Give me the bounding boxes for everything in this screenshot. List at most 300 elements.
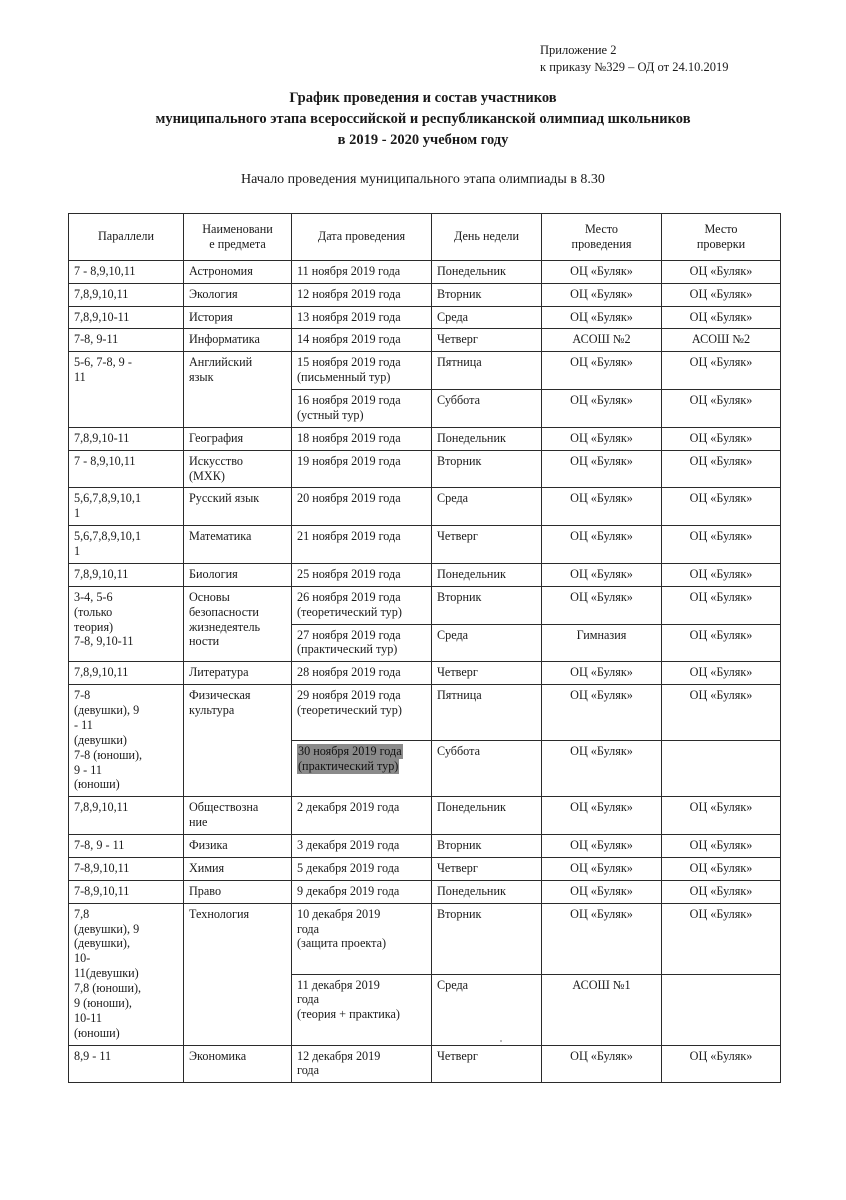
cell-text-line: Химия xyxy=(189,860,225,875)
cell-text-line: Литература xyxy=(189,665,249,680)
appendix-line: Приложение 2 xyxy=(540,43,617,57)
cell-text-line: 3 декабря 2019 года xyxy=(297,838,400,852)
cell-parallels xyxy=(69,352,184,428)
cell-text-line: ОЦ «Буляк» xyxy=(570,430,633,445)
cell-text-line: (только xyxy=(74,604,113,619)
cell-text-line: 7,8,9,10,11 xyxy=(74,566,129,581)
cell-text-line: 12 декабря 2019 xyxy=(297,1048,381,1063)
cell-weekday xyxy=(432,260,542,283)
cell-text-line: 10-11 xyxy=(74,1010,102,1025)
cell-text-line: 15 ноября 2019 года xyxy=(297,355,401,370)
cell-checkplace xyxy=(662,797,781,835)
cell-subject xyxy=(184,857,292,880)
cell-text-line: 7,8,9,10,11 xyxy=(74,665,129,680)
cell-text-line: Физическая xyxy=(189,688,251,703)
cell-text-line: ОЦ «Буляк» xyxy=(689,1048,753,1063)
cell-text-line: года xyxy=(297,1063,320,1078)
table-row xyxy=(69,526,781,564)
cell-text-line: (письменный тур) xyxy=(297,370,391,385)
cell-text-line: История xyxy=(189,309,233,324)
cell-text-line: Основы xyxy=(189,589,230,604)
cell-subject xyxy=(184,306,292,329)
cell-text-line: АСОШ №2 xyxy=(691,332,751,347)
table-row xyxy=(69,329,781,352)
cell-text-line: Пятница xyxy=(437,355,482,370)
table-row xyxy=(69,797,781,835)
cell-venue xyxy=(542,352,662,390)
cell-venue xyxy=(542,450,662,488)
cell-venue xyxy=(542,390,662,428)
cell-text-line: ОЦ «Буляк» xyxy=(689,263,753,278)
cell-parallels xyxy=(69,662,184,685)
cell-text-line: 3-4, 5-6 xyxy=(74,589,113,604)
cell-text-line: Понедельник xyxy=(437,430,506,445)
cell-text-line: ОЦ «Буляк» xyxy=(689,393,753,407)
cell-text-line: 16 ноября 2019 года xyxy=(297,393,401,407)
cell-text-line: ОЦ «Буляк» xyxy=(570,589,633,604)
cell-text-line: ние xyxy=(189,815,208,830)
cell-weekday xyxy=(432,880,542,903)
cell-text-line: ОЦ «Буляк» xyxy=(570,529,633,544)
cell-text-line: ОЦ «Буляк» xyxy=(570,263,633,278)
order-reference-line: к приказу №329 – ОД от 24.10.2019 xyxy=(540,59,729,74)
cell-text-line: 25 ноября 2019 года xyxy=(297,566,401,581)
cell-checkplace xyxy=(662,488,781,526)
cell-venue xyxy=(542,662,662,685)
schedule-table xyxy=(68,213,781,1083)
cell-parallels xyxy=(69,427,184,450)
cell-parallels xyxy=(69,488,184,526)
cell-text-line: 7-8, 9-11 xyxy=(74,332,119,347)
column-header-weekday: День недели xyxy=(432,214,542,261)
cell-text-line: 12 ноября 2019 года xyxy=(297,286,401,301)
cell-text-line: ности xyxy=(189,634,220,649)
cell-text-line: ОЦ «Буляк» xyxy=(570,1048,633,1063)
cell-date xyxy=(292,974,432,1045)
cell-text-line: 18 ноября 2019 года xyxy=(297,430,401,445)
cell-venue xyxy=(542,306,662,329)
cell-text-line: ОЦ «Буляк» xyxy=(570,906,633,921)
cell-checkplace xyxy=(662,283,781,306)
cell-checkplace xyxy=(662,260,781,283)
cell-text-line: ОЦ «Буляк» xyxy=(689,453,753,468)
column-header-checkplace: Место проверки xyxy=(662,214,781,261)
cell-text-line: (МХК) xyxy=(189,468,225,483)
cell-text-line: (девушки), 9 xyxy=(74,703,140,717)
cell-text-line: (девушки), xyxy=(74,936,131,951)
cell-venue xyxy=(542,974,662,1045)
cell-date xyxy=(292,427,432,450)
cell-text-line: 8,9 - 11 xyxy=(74,1048,112,1063)
cell-weekday xyxy=(432,329,542,352)
cell-weekday xyxy=(432,903,542,974)
column-header-subject: Наименовани е предмета xyxy=(184,214,292,261)
cell-text-line: 7,8,9,10,11 xyxy=(74,800,129,815)
cell-weekday xyxy=(432,835,542,858)
cell-parallels xyxy=(69,586,184,662)
cell-text-line: года xyxy=(297,992,320,1007)
cell-weekday xyxy=(432,526,542,564)
cell-venue xyxy=(542,857,662,880)
cell-text-line: 7 - 8,9,10,11 xyxy=(74,453,136,468)
cell-text-line: ОЦ «Буляк» xyxy=(570,491,633,506)
cell-subject xyxy=(184,526,292,564)
cell-parallels xyxy=(69,1045,184,1083)
title-line-1: График проведения и состав участников xyxy=(289,90,557,106)
table-row xyxy=(69,450,781,488)
cell-date xyxy=(292,390,432,428)
cell-text-line: Четверг xyxy=(437,665,478,680)
page-artifact-dot xyxy=(500,1040,502,1042)
cell-weekday xyxy=(432,283,542,306)
cell-text-line: ОЦ «Буляк» xyxy=(689,309,753,324)
cell-date xyxy=(292,835,432,858)
cell-date xyxy=(292,526,432,564)
cell-venue xyxy=(542,835,662,858)
cell-venue xyxy=(542,563,662,586)
cell-checkplace xyxy=(662,857,781,880)
cell-checkplace xyxy=(662,903,781,974)
cell-date xyxy=(292,488,432,526)
cell-text-line: Английский xyxy=(189,355,253,370)
cell-text-line: ОЦ «Буляк» xyxy=(570,838,633,852)
cell-text-line: ОЦ «Буляк» xyxy=(689,430,753,445)
cell-text-line: Понедельник xyxy=(437,263,506,278)
cell-date xyxy=(292,903,432,974)
cell-checkplace xyxy=(662,329,781,352)
cell-text-line: (теория + практика) xyxy=(297,1007,400,1022)
cell-weekday xyxy=(432,662,542,685)
cell-date xyxy=(292,306,432,329)
cell-checkplace xyxy=(662,880,781,903)
cell-text-line: ОЦ «Буляк» xyxy=(689,286,753,301)
cell-text-line: Среда xyxy=(437,977,469,992)
cell-subject xyxy=(184,352,292,428)
cell-text-line: 7 - 8,9,10,11 xyxy=(74,263,136,278)
cell-venue xyxy=(542,903,662,974)
cell-text-line: ОЦ «Буляк» xyxy=(689,860,753,875)
cell-text-line: Технология xyxy=(189,906,250,921)
cell-text-line: ОЦ «Буляк» xyxy=(570,800,633,815)
cell-text-line: 7-8, 9,10-11 xyxy=(74,634,134,649)
cell-text-line: Вторник xyxy=(437,589,482,604)
cell-text-line: 7-8,9,10,11 xyxy=(74,883,130,898)
cell-text-line: География xyxy=(189,430,244,445)
cell-text-line: ОЦ «Буляк» xyxy=(570,883,633,898)
cell-weekday xyxy=(432,427,542,450)
cell-text-line: (теоретический тур) xyxy=(297,604,402,619)
cell-weekday xyxy=(432,741,542,797)
cell-weekday xyxy=(432,1045,542,1083)
cell-checkplace xyxy=(662,685,781,741)
cell-weekday xyxy=(432,306,542,329)
cell-date xyxy=(292,857,432,880)
cell-text-line: 20 ноября 2019 года xyxy=(297,491,401,506)
cell-date xyxy=(292,685,432,741)
cell-text-line: 9 (юноши), xyxy=(74,995,132,1010)
cell-text-line: ОЦ «Буляк» xyxy=(570,665,633,680)
cell-text-line: Четверг xyxy=(437,860,478,875)
table-row xyxy=(69,306,781,329)
cell-venue xyxy=(542,1045,662,1083)
cell-text-line: Пятница xyxy=(437,688,482,703)
cell-venue xyxy=(542,586,662,624)
cell-text-line: ОЦ «Буляк» xyxy=(570,393,633,407)
column-header-parallels: Параллели xyxy=(69,214,184,261)
cell-venue xyxy=(542,260,662,283)
cell-parallels xyxy=(69,283,184,306)
cell-text-line: (устный тур) xyxy=(297,407,364,422)
cell-text-line: ОЦ «Буляк» xyxy=(689,355,753,370)
cell-text-line: 9 - 11 xyxy=(74,762,102,777)
cell-checkplace xyxy=(662,306,781,329)
cell-text-line: (теоретический тур) xyxy=(297,703,402,717)
cell-text-line: 27 ноября 2019 года xyxy=(297,627,401,642)
cell-checkplace xyxy=(662,526,781,564)
cell-subject xyxy=(184,662,292,685)
cell-parallels xyxy=(69,835,184,858)
column-header-date: Дата проведения xyxy=(292,214,432,261)
table-row xyxy=(69,903,781,974)
cell-weekday xyxy=(432,390,542,428)
cell-text-line: 19 ноября 2019 года xyxy=(297,453,401,468)
cell-venue xyxy=(542,624,662,662)
cell-text-line: года xyxy=(297,921,320,936)
cell-text-line: (юноши) xyxy=(74,777,120,792)
cell-text-line: Экономика xyxy=(189,1048,247,1063)
cell-date xyxy=(292,880,432,903)
cell-checkplace xyxy=(662,624,781,662)
table-row xyxy=(69,488,781,526)
cell-venue xyxy=(542,526,662,564)
cell-text-line: ОЦ «Буляк» xyxy=(570,355,633,370)
cell-text-line: Вторник xyxy=(437,906,482,921)
cell-subject xyxy=(184,450,292,488)
cell-text-line: 28 ноября 2019 года xyxy=(297,665,401,680)
start-time-note: Начало проведения муниципального этапа олимпиады в 8.30 xyxy=(241,172,605,187)
cell-text-line: 7,8 (юноши), xyxy=(74,981,142,995)
table-row xyxy=(69,835,781,858)
cell-text-line: 10- xyxy=(74,951,91,966)
cell-text-line: (девушки), 9 xyxy=(74,921,140,936)
cell-parallels xyxy=(69,450,184,488)
cell-text-line: 9 декабря 2019 года xyxy=(297,883,400,898)
cell-venue xyxy=(542,797,662,835)
selected-text: 30 ноября 2019 года xyxy=(298,744,402,759)
cell-text-line: культура xyxy=(189,703,235,717)
cell-text-line: язык xyxy=(189,370,214,385)
cell-text-line: жизнедеятель xyxy=(189,619,261,634)
table-row xyxy=(69,260,781,283)
table-header-row xyxy=(69,214,781,261)
cell-text-line: ОЦ «Буляк» xyxy=(689,566,753,581)
cell-checkplace xyxy=(662,450,781,488)
cell-text-line: ОЦ «Буляк» xyxy=(689,491,753,506)
cell-text-line: ОЦ «Буляк» xyxy=(570,453,633,468)
cell-weekday xyxy=(432,857,542,880)
cell-checkplace xyxy=(662,390,781,428)
cell-parallels xyxy=(69,797,184,835)
cell-text-line: Искусство xyxy=(189,453,243,468)
table-row xyxy=(69,857,781,880)
cell-text-line: ОЦ «Буляк» xyxy=(570,688,633,703)
cell-weekday xyxy=(432,563,542,586)
cell-checkplace xyxy=(662,586,781,624)
cell-text-line: (практический тур) xyxy=(297,642,398,657)
page-title xyxy=(0,88,846,151)
cell-parallels xyxy=(69,903,184,1045)
cell-checkplace xyxy=(662,1045,781,1083)
cell-text-line: ОЦ «Буляк» xyxy=(689,688,753,703)
table-row xyxy=(69,283,781,306)
cell-text-line: 7,8 xyxy=(74,906,90,921)
table-row xyxy=(69,662,781,685)
cell-subject xyxy=(184,880,292,903)
cell-text-line: Экология xyxy=(189,286,238,301)
cell-text-line: Физика xyxy=(189,838,228,852)
cell-parallels xyxy=(69,526,184,564)
cell-subject xyxy=(184,488,292,526)
cell-text-line: ОЦ «Буляк» xyxy=(689,627,753,642)
cell-date xyxy=(292,741,432,797)
cell-text-line: Суббота xyxy=(437,393,480,407)
cell-text-line: Биология xyxy=(189,566,238,581)
cell-text-line: 13 ноября 2019 года xyxy=(297,309,401,324)
cell-text-line: 7,8,9,10-11 xyxy=(74,309,130,324)
cell-text-line: 1 xyxy=(74,506,81,521)
cell-text-line: ОЦ «Буляк» xyxy=(689,906,753,921)
cell-date xyxy=(292,563,432,586)
cell-text-line: Четверг xyxy=(437,529,478,544)
cell-subject xyxy=(184,329,292,352)
cell-text-line: ОЦ «Буляк» xyxy=(570,744,633,759)
cell-text-line: (защита проекта) xyxy=(297,936,387,951)
cell-text-line: 11 декабря 2019 xyxy=(297,977,380,992)
cell-text-line: 21 ноября 2019 года xyxy=(297,529,401,544)
schedule-table-body xyxy=(69,260,781,1083)
title-line-3: в 2019 - 2020 учебном году xyxy=(337,132,509,149)
cell-parallels xyxy=(69,329,184,352)
cell-text-line: АСОШ №2 xyxy=(572,332,631,347)
cell-text-line: 2 декабря 2019 года xyxy=(297,800,400,815)
cell-date xyxy=(292,450,432,488)
cell-text-line: 7-8,9,10,11 xyxy=(74,860,130,875)
cell-subject xyxy=(184,260,292,283)
cell-text-line: ОЦ «Буляк» xyxy=(689,529,753,544)
table-row xyxy=(69,586,781,624)
cell-text-line: (девушки) xyxy=(74,732,127,747)
cell-text-line: безопасности xyxy=(189,604,259,619)
cell-venue xyxy=(542,427,662,450)
cell-weekday xyxy=(432,488,542,526)
cell-checkplace xyxy=(662,974,781,1045)
cell-checkplace xyxy=(662,563,781,586)
cell-text-line: 11 xyxy=(74,370,86,385)
cell-text-line: 10 декабря 2019 xyxy=(297,906,381,921)
cell-text-line: 5,6,7,8,9,10,1 xyxy=(74,529,142,544)
cell-text-line: Гимназия xyxy=(576,627,627,642)
cell-date xyxy=(292,260,432,283)
cell-text-line: 11 ноября 2019 года xyxy=(297,263,401,278)
cell-text-line: Среда xyxy=(437,627,469,642)
cell-date xyxy=(292,283,432,306)
cell-text-line: Среда xyxy=(437,491,469,506)
cell-parallels xyxy=(69,563,184,586)
cell-date xyxy=(292,624,432,662)
table-row xyxy=(69,685,781,741)
cell-subject xyxy=(184,283,292,306)
column-header-venue: Место проведения xyxy=(542,214,662,261)
cell-text-line: ОЦ «Буляк» xyxy=(689,800,753,815)
cell-text-line: ОЦ «Буляк» xyxy=(570,566,633,581)
cell-text-line: ОЦ «Буляк» xyxy=(689,589,753,604)
cell-text-line: Понедельник xyxy=(437,800,506,815)
cell-text-line: Вторник xyxy=(437,838,482,852)
cell-subject xyxy=(184,685,292,797)
table-row xyxy=(69,880,781,903)
cell-text-line: 26 ноября 2019 года xyxy=(297,589,401,604)
cell-text-line: ОЦ «Буляк» xyxy=(570,860,633,875)
cell-subject xyxy=(184,835,292,858)
cell-text-line: Четверг xyxy=(437,332,478,347)
cell-text-line: Суббота xyxy=(437,744,480,759)
cell-text-line: (юноши) xyxy=(74,1025,120,1040)
cell-weekday xyxy=(432,685,542,741)
cell-text-line: Право xyxy=(189,883,222,898)
cell-subject xyxy=(184,427,292,450)
cell-checkplace xyxy=(662,741,781,797)
cell-weekday xyxy=(432,974,542,1045)
cell-text-line: Русский язык xyxy=(189,491,260,506)
cell-text-line: 7-8, 9 - 11 xyxy=(74,838,125,852)
cell-checkplace xyxy=(662,427,781,450)
cell-weekday xyxy=(432,450,542,488)
cell-venue xyxy=(542,880,662,903)
cell-date xyxy=(292,352,432,390)
cell-venue xyxy=(542,685,662,741)
cell-weekday xyxy=(432,352,542,390)
document-header-annotation xyxy=(540,42,728,76)
cell-venue xyxy=(542,741,662,797)
cell-text-line: АСОШ №1 xyxy=(572,977,631,992)
cell-text-line: Математика xyxy=(189,529,252,544)
table-row xyxy=(69,563,781,586)
cell-text-line: Среда xyxy=(437,309,469,324)
cell-venue xyxy=(542,488,662,526)
cell-text-line: 7-8 (юноши), xyxy=(74,747,143,762)
cell-text-line: ОЦ «Буляк» xyxy=(689,838,753,852)
cell-parallels xyxy=(69,306,184,329)
cell-parallels xyxy=(69,260,184,283)
cell-text-line xyxy=(297,759,426,774)
cell-subject xyxy=(184,586,292,662)
cell-text-line: ОЦ «Буляк» xyxy=(570,286,633,301)
cell-text-line: 7,8,9,10,11 xyxy=(74,286,129,301)
cell-text-line: Понедельник xyxy=(437,883,506,898)
cell-weekday xyxy=(432,624,542,662)
cell-weekday xyxy=(432,586,542,624)
title-line-2: муниципального этапа всероссийской и республиканской олимпиад школьников xyxy=(155,111,691,128)
cell-text-line: Информатика xyxy=(189,332,260,347)
cell-subject xyxy=(184,797,292,835)
cell-subject xyxy=(184,563,292,586)
cell-text-line: 7,8,9,10-11 xyxy=(74,430,130,445)
table-row xyxy=(69,1045,781,1083)
table-row xyxy=(69,427,781,450)
selected-text: (практический тур) xyxy=(298,759,399,774)
cell-parallels xyxy=(69,857,184,880)
cell-subject xyxy=(184,1045,292,1083)
